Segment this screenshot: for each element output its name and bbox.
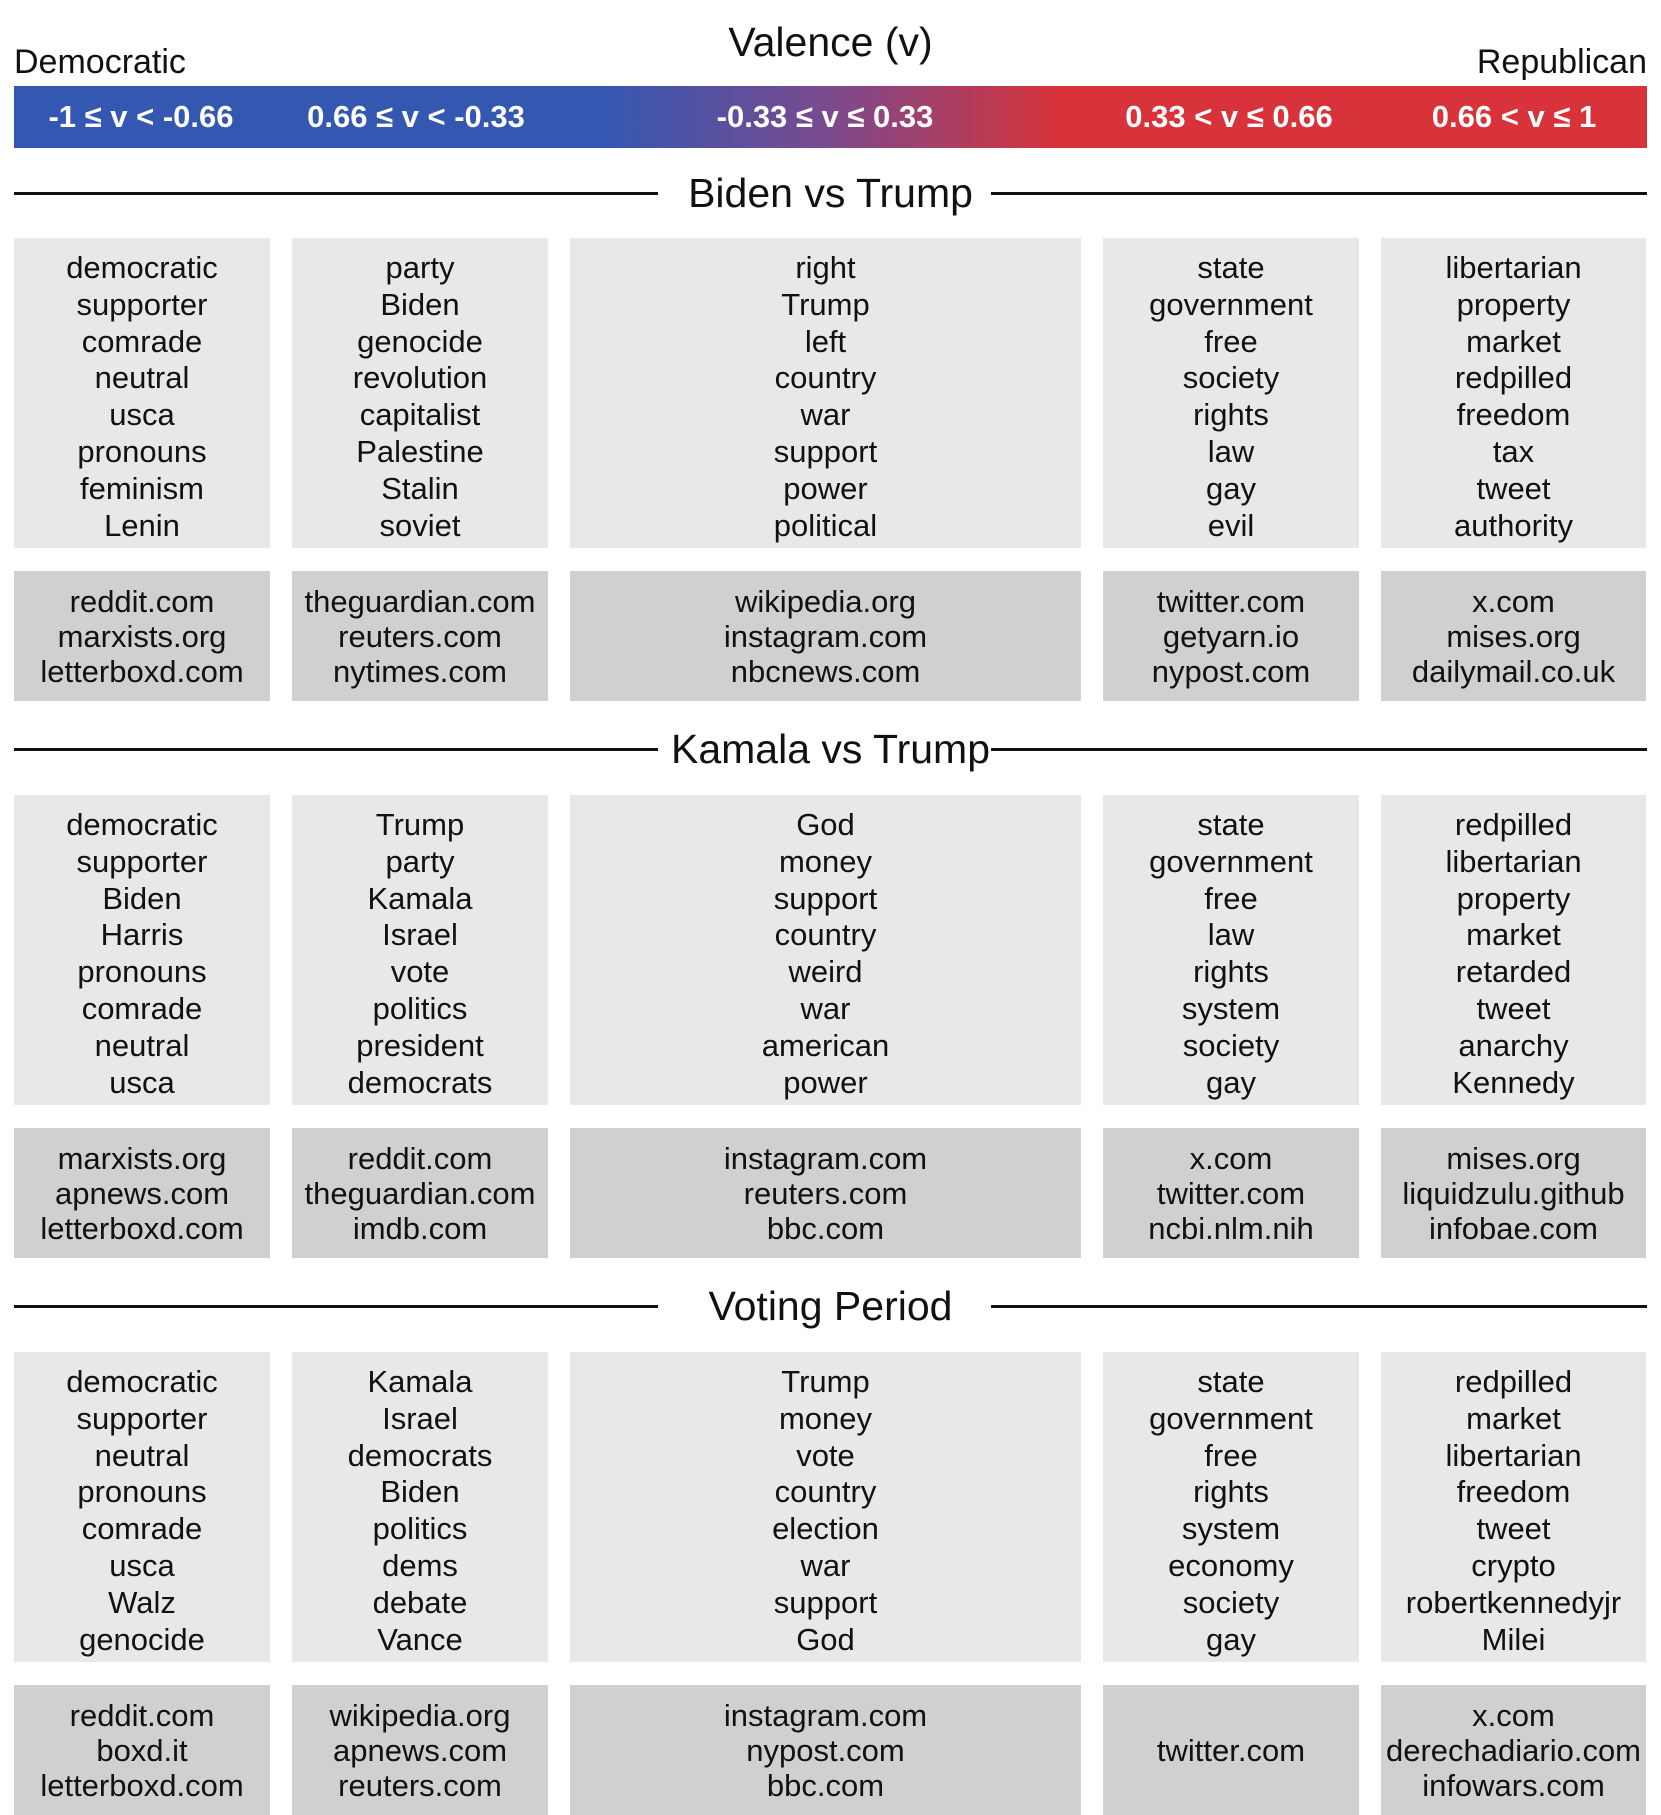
keyword: Biden — [102, 880, 182, 916]
keyword-box — [1381, 1352, 1646, 1662]
keyword: God — [796, 807, 855, 842]
keyword: neutral — [94, 360, 190, 396]
keyword: dems — [382, 1547, 458, 1583]
keyword: usca — [109, 1547, 175, 1583]
keyword: country — [774, 1474, 877, 1510]
keyword: free — [1204, 1437, 1258, 1473]
keyword-box — [570, 1352, 1081, 1662]
domain: theguardian.com — [304, 583, 536, 619]
keyword: politics — [372, 1511, 468, 1547]
keyword: soviet — [379, 507, 461, 543]
domain: dailymail.co.uk — [1411, 653, 1616, 689]
domain: reddit.com — [347, 1140, 493, 1176]
domain-box — [570, 1128, 1081, 1258]
domain: twitter.com — [1156, 1732, 1306, 1768]
domain: ncbi.nlm.nih — [1148, 1210, 1314, 1246]
keyword-box — [570, 795, 1081, 1105]
scale-title: Valence (v) — [728, 19, 933, 65]
keyword: libertarian — [1445, 1437, 1582, 1473]
section-title: Voting Period — [708, 1283, 953, 1329]
keyword: tweet — [1476, 990, 1551, 1026]
keyword: revolution — [352, 360, 488, 396]
section-header — [14, 719, 1647, 779]
domain: nypost.com — [746, 1732, 905, 1768]
keyword: political — [773, 507, 878, 543]
domain-box — [570, 1685, 1081, 1815]
keyword: Trump — [375, 807, 465, 842]
keyword: market — [1466, 1400, 1561, 1436]
keyword: Harris — [100, 917, 184, 953]
keyword-box — [1381, 795, 1646, 1105]
keyword: supporter — [76, 1400, 208, 1436]
domain: reuters.com — [338, 1767, 502, 1803]
keyword: democratic — [66, 250, 218, 285]
keyword: supporter — [76, 843, 208, 879]
domain: wikipedia.org — [735, 583, 916, 619]
keyword: Kamala — [367, 880, 473, 916]
keyword: tax — [1492, 433, 1535, 469]
keyword: evil — [1207, 507, 1255, 543]
keyword: crypto — [1471, 1547, 1556, 1583]
keyword: Milei — [1481, 1621, 1546, 1657]
domain: nypost.com — [1151, 653, 1311, 689]
keyword-box — [1103, 795, 1359, 1105]
keyword: free — [1204, 323, 1258, 359]
keyword: tweet — [1476, 470, 1551, 506]
keyword: country — [774, 917, 877, 953]
keyword: comrade — [81, 990, 203, 1026]
keyword: war — [800, 397, 851, 433]
section-header — [14, 163, 1647, 223]
domain: apnews.com — [54, 1175, 230, 1211]
section-title: Biden vs Trump — [688, 170, 973, 216]
domain-box — [1103, 1128, 1359, 1258]
keyword: Walz — [108, 1584, 176, 1620]
domain: liquidzulu.github — [1402, 1175, 1625, 1211]
keyword: Lenin — [104, 507, 180, 543]
domain: x.com — [1189, 1140, 1273, 1176]
domain-box — [1103, 1685, 1359, 1815]
domain: imdb.com — [352, 1210, 488, 1246]
keyword: libertarian — [1445, 843, 1582, 879]
domain: instagram.com — [723, 618, 928, 654]
keyword: government — [1149, 1400, 1313, 1436]
domain: letterboxd.com — [40, 1767, 244, 1803]
keyword: politics — [372, 990, 468, 1026]
keyword: party — [385, 250, 455, 285]
keyword: neutral — [94, 1437, 190, 1473]
keyword: Kamala — [367, 1364, 473, 1399]
keyword: law — [1207, 433, 1255, 469]
domain: nbcnews.com — [730, 653, 921, 689]
valence-bin-label: 0.66 ≤ v < -0.33 — [307, 99, 525, 134]
domain: theguardian.com — [304, 1175, 536, 1211]
keyword: economy — [1168, 1547, 1294, 1583]
keyword: libertarian — [1445, 250, 1582, 285]
keyword: redpilled — [1454, 807, 1573, 842]
keyword: free — [1204, 880, 1258, 916]
keyword: supporter — [76, 286, 208, 322]
keyword: gay — [1206, 1064, 1256, 1100]
keyword: freedom — [1456, 397, 1571, 433]
section-divider-right — [991, 192, 1647, 195]
domain: letterboxd.com — [40, 1210, 244, 1246]
domain-box — [14, 1685, 270, 1815]
keyword: democratic — [66, 1364, 218, 1399]
keyword: state — [1197, 1364, 1265, 1399]
keyword: society — [1182, 360, 1280, 396]
keyword: usca — [109, 1064, 175, 1100]
keyword-box — [292, 1352, 548, 1662]
keyword: gay — [1206, 1621, 1256, 1657]
keyword: war — [800, 1547, 851, 1583]
keyword: Kennedy — [1452, 1064, 1575, 1100]
keyword: feminism — [79, 470, 204, 506]
domain: reuters.com — [338, 618, 502, 654]
keyword: money — [778, 843, 873, 879]
domain: x.com — [1472, 583, 1555, 619]
keyword: left — [804, 323, 847, 359]
keyword: right — [795, 250, 856, 285]
domain-box — [14, 1128, 270, 1258]
valence-bin-label: -1 ≤ v < -0.66 — [48, 99, 234, 134]
keyword: gay — [1206, 470, 1256, 506]
valence-bin-label: 0.33 < v ≤ 0.66 — [1125, 99, 1333, 134]
keyword: power — [783, 470, 868, 506]
keyword-box — [1381, 238, 1646, 548]
keyword: support — [773, 880, 878, 916]
section-header — [14, 1276, 1647, 1336]
keyword: comrade — [81, 323, 203, 359]
domain: instagram.com — [723, 1697, 928, 1733]
keyword: democrats — [347, 1064, 493, 1100]
keyword: system — [1181, 990, 1281, 1026]
keyword: tweet — [1476, 1511, 1551, 1547]
domain: marxists.org — [57, 1140, 227, 1176]
keyword: vote — [796, 1437, 855, 1473]
keyword: democrats — [347, 1437, 493, 1473]
domain: infowars.com — [1422, 1767, 1605, 1803]
keyword: american — [761, 1027, 890, 1063]
keyword: Vance — [377, 1621, 463, 1657]
section-divider-right — [991, 748, 1647, 751]
section-divider-right — [991, 1305, 1647, 1308]
keyword: society — [1182, 1027, 1280, 1063]
keyword: genocide — [357, 323, 483, 359]
keyword-box — [14, 238, 270, 548]
keyword: Israel — [382, 917, 458, 953]
keyword: government — [1149, 843, 1313, 879]
valence-bin-label: 0.66 < v ≤ 1 — [1431, 99, 1597, 134]
domain: reuters.com — [743, 1175, 908, 1211]
keyword: election — [772, 1511, 879, 1547]
keyword: rights — [1193, 397, 1269, 433]
domain: twitter.com — [1156, 1175, 1306, 1211]
keyword: Biden — [380, 286, 460, 322]
domain: mises.org — [1446, 618, 1581, 654]
keyword: support — [773, 1584, 878, 1620]
keyword: government — [1149, 286, 1313, 322]
keyword-box — [1103, 238, 1359, 548]
keyword: money — [778, 1400, 873, 1436]
domain: bbc.com — [766, 1210, 885, 1246]
keyword: support — [773, 433, 878, 469]
keyword: pronouns — [77, 1474, 207, 1510]
keyword: redpilled — [1454, 360, 1573, 396]
keyword: state — [1197, 807, 1265, 842]
valence-color-bar — [14, 86, 1647, 148]
domain: twitter.com — [1156, 583, 1306, 619]
domain-box — [1381, 571, 1646, 701]
domain: derechadiario.com — [1385, 1732, 1642, 1768]
keyword: authority — [1454, 507, 1573, 543]
keyword: neutral — [94, 1027, 190, 1063]
keyword: capitalist — [359, 397, 481, 433]
keyword-box — [14, 795, 270, 1105]
keyword: comrade — [81, 1511, 203, 1547]
keyword-box — [292, 795, 548, 1105]
keyword: Trump — [781, 1364, 870, 1399]
domain-box — [1381, 1685, 1646, 1815]
domain-box — [14, 571, 270, 701]
keyword: God — [796, 1621, 855, 1657]
republican-pole-label: Republican — [1476, 43, 1647, 81]
valence-bin-label: -0.33 ≤ v ≤ 0.33 — [716, 99, 934, 134]
keyword: party — [385, 843, 455, 879]
domain: letterboxd.com — [40, 653, 244, 689]
domain-box — [292, 1128, 548, 1258]
keyword: debate — [372, 1584, 468, 1620]
keyword: country — [774, 360, 877, 396]
keyword-box — [1103, 1352, 1359, 1662]
keyword: president — [356, 1027, 484, 1063]
keyword: law — [1207, 917, 1255, 953]
domain: reddit.com — [69, 583, 215, 619]
domain: bbc.com — [766, 1767, 885, 1803]
domain: nytimes.com — [333, 653, 507, 689]
domain-box — [1381, 1128, 1646, 1258]
keyword: Stalin — [381, 470, 459, 506]
keyword-box — [570, 238, 1081, 548]
domain-box — [292, 1685, 548, 1815]
democratic-pole-label: Democratic — [14, 43, 186, 81]
keyword: society — [1182, 1584, 1280, 1620]
keyword: weird — [788, 954, 863, 990]
keyword: property — [1456, 880, 1571, 916]
keyword: vote — [390, 954, 450, 990]
domain: getyarn.io — [1162, 618, 1300, 654]
keyword: system — [1181, 1511, 1281, 1547]
keyword: rights — [1193, 1474, 1269, 1510]
keyword: Palestine — [356, 433, 484, 469]
domain-box — [1103, 571, 1359, 701]
domain: mises.org — [1446, 1140, 1581, 1176]
keyword: pronouns — [77, 954, 207, 990]
keyword: retarded — [1455, 954, 1572, 990]
keyword: rights — [1193, 954, 1269, 990]
keyword: power — [783, 1064, 868, 1100]
domain: x.com — [1472, 1697, 1555, 1733]
domain: instagram.com — [723, 1140, 928, 1176]
keyword: war — [800, 990, 851, 1026]
keyword: usca — [109, 397, 175, 433]
domain: infobae.com — [1429, 1210, 1598, 1246]
keyword: robertkennedyjr — [1405, 1584, 1622, 1620]
domain: wikipedia.org — [329, 1697, 511, 1733]
keyword: democratic — [66, 807, 218, 842]
keyword-box — [292, 238, 548, 548]
keyword: anarchy — [1458, 1027, 1569, 1063]
domain-box — [570, 571, 1081, 701]
keyword: freedom — [1456, 1474, 1571, 1510]
section-title: Kamala vs Trump — [671, 726, 990, 772]
domain: apnews.com — [332, 1732, 508, 1768]
keyword-box — [14, 1352, 270, 1662]
keyword: Trump — [781, 286, 870, 322]
keyword: property — [1456, 286, 1571, 322]
keyword: market — [1466, 323, 1561, 359]
keyword: genocide — [79, 1621, 205, 1657]
keyword: Israel — [382, 1400, 458, 1436]
domain: reddit.com — [69, 1697, 215, 1733]
domain: boxd.it — [96, 1732, 188, 1768]
domain: marxists.org — [57, 618, 227, 654]
keyword: Biden — [380, 1474, 460, 1510]
keyword: state — [1197, 250, 1265, 285]
keyword: market — [1466, 917, 1561, 953]
keyword: redpilled — [1454, 1364, 1573, 1399]
domain-box — [292, 571, 548, 701]
keyword: pronouns — [77, 433, 207, 469]
